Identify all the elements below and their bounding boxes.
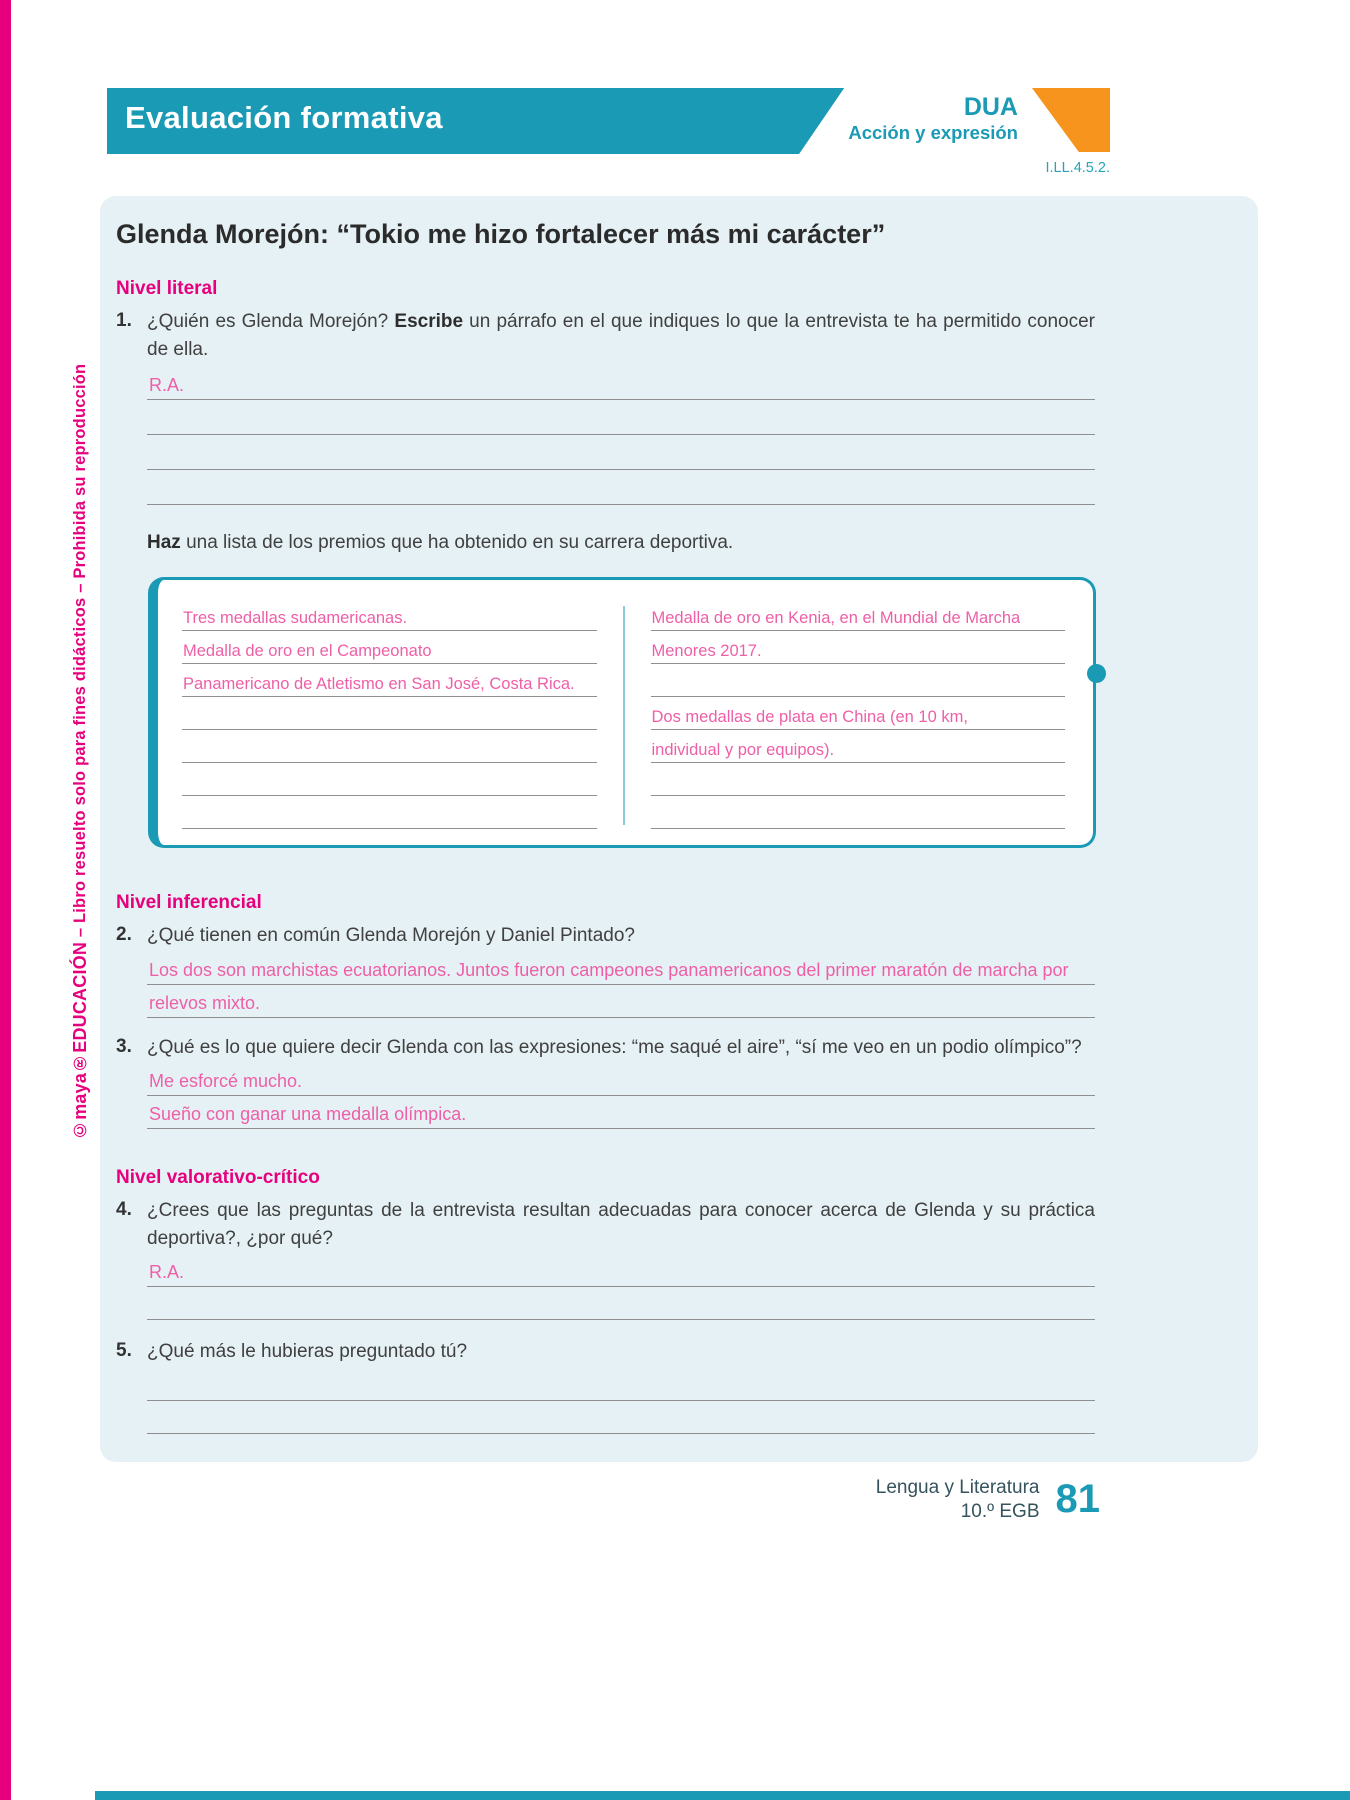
prizes-left-column <box>182 598 597 829</box>
question-4 <box>116 1197 1095 1320</box>
section-nivel-valorativo: Nivel valorativo-crítico <box>116 1167 320 1189</box>
answer-line <box>147 1287 1095 1320</box>
section-nivel-literal: Nivel literal <box>116 278 218 300</box>
prizes-box <box>148 577 1096 848</box>
prize-text: Menores 2017. <box>651 642 762 661</box>
answer-text: relevos mixto. <box>149 992 261 1013</box>
prize-text: individual y por equipos). <box>651 741 835 760</box>
prize-line <box>182 664 597 697</box>
prize-line <box>651 697 1066 730</box>
prizes-box-inner <box>182 598 1065 829</box>
question-5 <box>116 1338 1095 1434</box>
dua-label-block <box>848 93 1018 144</box>
haz-text-bold: Haz <box>147 532 181 554</box>
answer-text: Sueño con ganar una medalla olímpica. <box>149 1104 467 1125</box>
page-number: 81 <box>1055 1477 1100 1522</box>
answer-line <box>147 1063 1095 1096</box>
haz-body <box>147 529 1095 557</box>
answer-line <box>147 1368 1095 1401</box>
ra-mark: R.A. <box>149 1262 185 1283</box>
answer-line <box>147 1096 1095 1129</box>
question-2-body <box>147 922 1095 1018</box>
copyright-text: – Libro resuelto solo para fines didácticos – Prohibida su reproducción <box>71 363 89 942</box>
question-2 <box>116 922 1095 1018</box>
prize-line <box>182 796 597 829</box>
prize-line <box>651 664 1066 697</box>
question-4-text: ¿Crees que las preguntas de la entrevista resultan adecuadas para conocer acerca de Glenda y su práctica deportiva?, ¿por qué? <box>147 1200 1095 1249</box>
haz-text-rest: una lista de los premios que ha obtenido en su carrera deportiva. <box>180 532 734 554</box>
question-3-text: ¿Qué es lo que quiere decir Glenda con las expresiones: “me saqué el aire”, “sí me veo en un podio olímpico”? <box>147 1036 1082 1058</box>
question-1-body <box>147 308 1095 505</box>
haz-instruction <box>116 529 1095 557</box>
answer-line <box>147 435 1095 470</box>
answer-line <box>147 1401 1095 1434</box>
prize-line <box>651 763 1066 796</box>
question-1-text-pre: ¿Quién es Glenda Morejón? <box>147 311 395 333</box>
bottom-accent-strip <box>95 1791 1350 1800</box>
ra-mark: R.A. <box>149 375 185 396</box>
answer-text: Los dos son marchistas ecuatorianos. Juntos fueron campeones panamericanos del primer maratón de marcha por <box>149 959 1069 980</box>
copyright-sidebar <box>70 363 91 1140</box>
haz-spacer <box>116 529 147 557</box>
question-5-answer-area <box>147 1368 1095 1434</box>
question-2-number: 2. <box>116 924 132 946</box>
prize-line <box>651 631 1066 664</box>
question-4-number: 4. <box>116 1199 132 1221</box>
question-3 <box>116 1034 1095 1130</box>
footer-subject: Lengua y Literatura <box>875 1477 1040 1498</box>
dua-sublabel: Acción y expresión <box>848 121 1018 143</box>
answer-line <box>147 365 1095 400</box>
prizes-right-column <box>651 598 1066 829</box>
footer-text <box>876 1476 1040 1524</box>
dua-label: DUA <box>963 93 1018 121</box>
box-handle-dot <box>1087 664 1106 683</box>
worksheet-title: Glenda Morejón: “Tokio me hizo fortalecer más mi carácter” <box>116 219 886 249</box>
question-3-answer-area <box>147 1063 1095 1129</box>
answer-line <box>147 400 1095 435</box>
header-title: Evaluación formativa <box>125 100 443 135</box>
prize-line <box>182 631 597 664</box>
question-1-number: 1. <box>116 310 132 332</box>
question-1-text-bold: Escribe <box>394 311 464 333</box>
header-orange-corner <box>1032 88 1110 152</box>
question-2-answer-area <box>147 952 1095 1018</box>
question-1-answer-area <box>147 365 1095 505</box>
prize-line <box>182 730 597 763</box>
answer-line <box>147 985 1095 1018</box>
section-nivel-inferencial: Nivel inferencial <box>116 892 262 914</box>
question-4-body <box>147 1197 1095 1320</box>
haz-text <box>147 529 1095 557</box>
question-1-text <box>147 308 1095 363</box>
column-divider <box>623 606 625 825</box>
publisher-logo: ©maya®EDUCACIÓN <box>70 941 90 1140</box>
question-3-body <box>147 1034 1095 1130</box>
question-5-text: ¿Qué más le hubieras preguntado tú? <box>147 1341 468 1363</box>
question-5-body <box>147 1338 1095 1434</box>
page-footer <box>876 1476 1100 1524</box>
prize-text: Medalla de oro en el Campeonato <box>183 642 432 661</box>
prize-text: Dos medallas de plata en China (en 10 km, <box>651 708 968 727</box>
left-accent-strip <box>0 0 11 1800</box>
prize-line <box>651 598 1066 631</box>
answer-line <box>147 952 1095 985</box>
header-banner <box>107 88 1110 154</box>
answer-line <box>147 1254 1095 1287</box>
prize-line <box>182 763 597 796</box>
curriculum-code: I.LL.4.5.2. <box>1045 160 1110 176</box>
question-2-text: ¿Qué tienen en común Glenda Morejón y Daniel Pintado? <box>147 925 635 947</box>
prize-line <box>651 730 1066 763</box>
question-1-text-post: un párrafo en el que indiques lo que la entrevista te ha permitido conocer de ella. <box>147 311 1095 360</box>
answer-text: Me esforcé mucho. <box>149 1071 303 1092</box>
prize-text: Tres medallas sudamericanas. <box>183 609 408 628</box>
prize-text: Medalla de oro en Kenia, en el Mundial de Marcha <box>651 609 1021 628</box>
prize-line <box>651 796 1066 829</box>
question-5-number: 5. <box>116 1340 132 1362</box>
question-3-number: 3. <box>116 1035 132 1057</box>
answer-line <box>147 470 1095 505</box>
prize-line <box>182 697 597 730</box>
worksheet-panel <box>100 196 1258 1462</box>
prize-line <box>182 598 597 631</box>
footer-grade: 10.º EGB <box>960 1500 1040 1522</box>
question-1 <box>116 308 1095 505</box>
prize-text: Panamericano de Atletismo en San José, Costa Rica. <box>183 675 575 694</box>
question-4-answer-area <box>147 1254 1095 1320</box>
